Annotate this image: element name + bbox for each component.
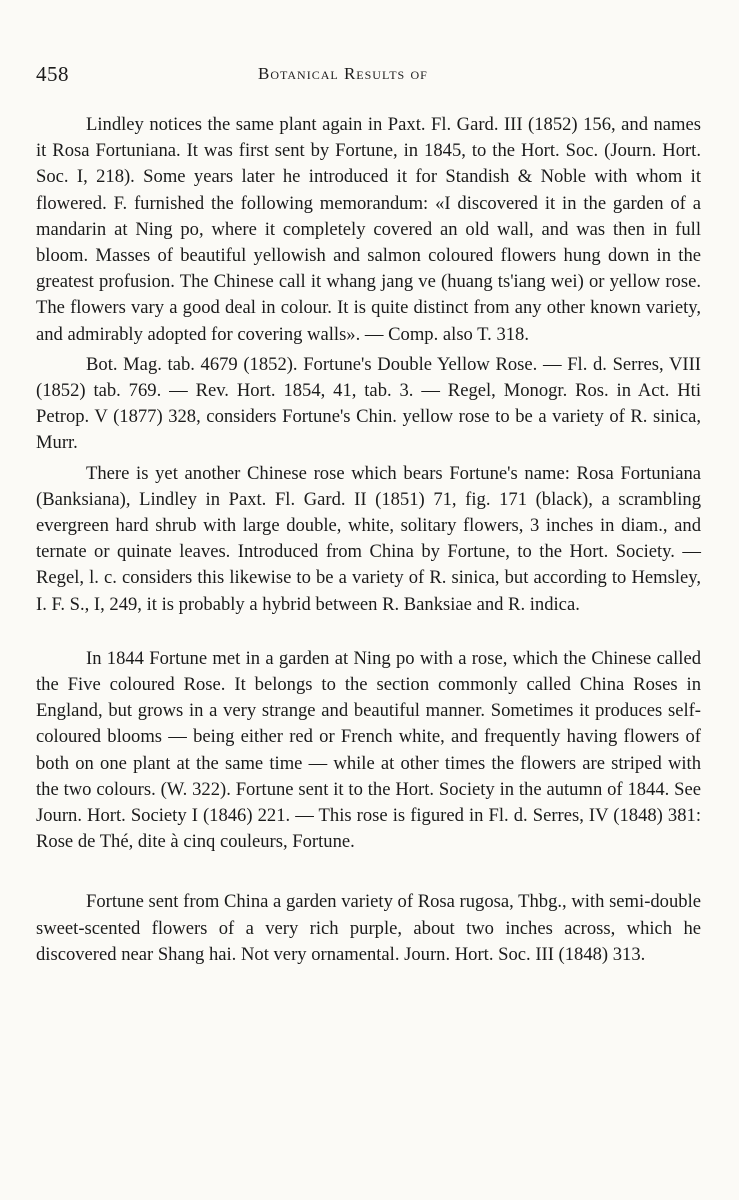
paragraph-rosa-rugosa: Fortune sent from China a garden variety of Rosa rugosa, Thbg., with semi-double sweet-scented flowers of a very rich purple, about two inches across, which he discovered near Shang hai. Not very ornamental. Journ. Hort. Soc. III (1848) 313. xyxy=(36,891,701,965)
page-body xyxy=(36,112,701,968)
paragraph-five-coloured-rose: In 1844 Fortune met in a garden at Ning po with a rose, which the Chinese called the Five coloured Rose. It belongs to the section commonly called China Roses in England, but grows in a very strange and beautiful manner. Sometimes it produces self-coloured blooms — being either red or French white, and frequently having flowers of both on one plant at the same time — while at other times the flowers are striped with the two colours. (W. 322). Fortune sent it to the Hort. Society in the autumn of 1844. See Journ. Hort. Society I (1846) 221. — This rose is figured in Fl. d. Serres, IV (1848) 381: Rose de Thé, dite à cinq couleurs, Fortune. xyxy=(36,647,701,853)
paragraph-rosa-fortuniana: Lindley notices the same plant again in Paxt. Fl. Gard. III (1852) 156, and names it Rosa Fortuniana. It was first sent by Fortune, in 1845, to the Hort. Soc. (Journ. Hort. Soc. I, 218). Some years later he introduced it for Standish & Noble with whom it flowered. F. furnished the following memorandum: «I discovered it in the garden of a mandarin at Ning po, where it completely covered an old wall, and was then in full bloom. Masses of beautiful yellowish and salmon coloured flowers hung down in the greatest profusion. The Chinese call it whang jang ve (huang ts'iang wei) or yellow rose. The flowers vary a good deal in colour. It is quite distinct from any other known variety, and admirably adopted for covering walls». — Comp. also T. 318. xyxy=(36,114,701,345)
running-head: Botanical Results of xyxy=(258,64,428,83)
page-number: 458 xyxy=(36,62,69,86)
paragraph-bot-mag: Bot. Mag. tab. 4679 (1852). Fortune's Double Yellow Rose. — Fl. d. Serres, VIII (1852) tab. 769. — Rev. Hort. 1854, 41, tab. 3. — Regel, Monogr. Ros. in Act. Hti Petrop. V (1877) 328, considers Fortune's Chin. yellow rose to be a variety of R. sinica, Murr. xyxy=(36,353,701,454)
page-header xyxy=(36,62,679,90)
paragraph-banksiana: There is yet another Chinese rose which bears Fortune's name: Rosa Fortuniana (Banksiana), Lindley in Paxt. Fl. Gard. II (1851) 71, fig. 171 (black), a scrambling evergreen hard shrub with large double, white, solitary flowers, 3 inches in diam., and ternate or quinate leaves. Introduced from China by Fortune, to the Hort. Society. — Regel, l. c. considers this likewise to be a variety of R. sinica, but according to Hemsley, I. F. S., I, 249, it is probably a hybrid between R. Banksiae and R. indica. xyxy=(36,462,701,615)
